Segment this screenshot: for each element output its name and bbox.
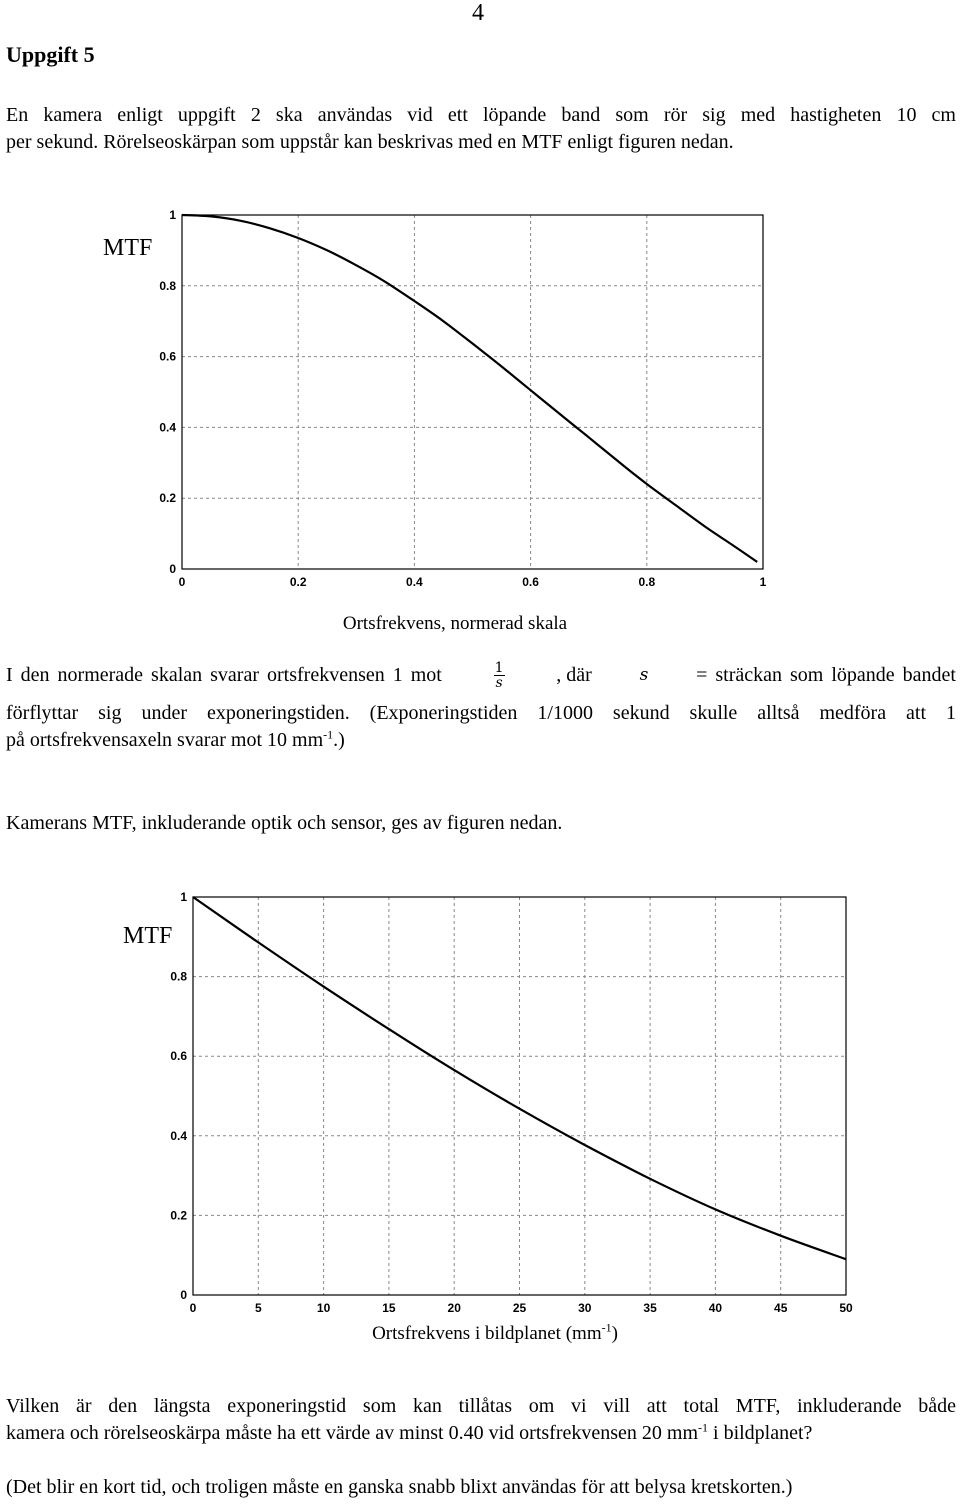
chart2-xtick-label: 45 xyxy=(774,1301,788,1315)
chart2-xtick-label: 35 xyxy=(643,1301,657,1315)
chart1-ytick-label: 0.4 xyxy=(159,420,176,435)
chart2-xlabel-text: Ortsfrekvens i bildplanet (mm xyxy=(372,1323,602,1344)
chart1-grid xyxy=(182,215,763,569)
chart1-xtick-label: 0.8 xyxy=(638,575,656,589)
fraction-denominator: s xyxy=(495,674,503,691)
para2-line-3 xyxy=(6,727,956,754)
chart1-ytick-label: 1 xyxy=(169,208,176,222)
task-heading: Uppgift 5 xyxy=(6,42,95,67)
chart1-ytick-label: 0.8 xyxy=(159,278,176,293)
chart2-ytick-label: 0.4 xyxy=(170,1128,187,1143)
chart2-ytick-label: 1 xyxy=(180,890,187,904)
chart2-xtick-label: 20 xyxy=(447,1301,461,1315)
chart1-xtick-label: 0 xyxy=(178,575,186,589)
chart1-xtick-label: 0.2 xyxy=(289,575,307,589)
page-number: 4 xyxy=(472,0,484,26)
chart2-xlabel-end: ) xyxy=(611,1323,618,1344)
intro-line-1: En kamera enligt uppgift 2 ska användas vid ett löpande band som rör sig med hastigheten 10 cm xyxy=(6,104,956,126)
chart1-xtick-label: 0.4 xyxy=(406,575,423,589)
chart1-ylabel: MTF xyxy=(103,235,153,261)
fraction-numerator: 1 xyxy=(494,659,504,676)
chart1-tick-labels xyxy=(159,208,766,589)
chart2-xtick-label: 25 xyxy=(512,1301,527,1315)
chart2-xlabel-sup: -1 xyxy=(601,1320,612,1335)
variable-s: s xyxy=(639,664,649,685)
chart2-xtick-label: 0 xyxy=(189,1301,197,1315)
chart2-xtick-label: 40 xyxy=(708,1301,723,1315)
chart1-ytick-label: 0.6 xyxy=(159,349,176,364)
question-line-2-sup: -1 xyxy=(698,1420,709,1435)
chart2-xtick-label: 30 xyxy=(578,1301,592,1315)
para2-line-3-sup: -1 xyxy=(323,727,334,742)
para2-line-1 xyxy=(6,655,956,695)
question-line-1: Vilken är den längsta exponeringstid som kan tillåtas om vi vill att total MTF, inkluderande både xyxy=(6,1395,956,1417)
fraction-one-over-s xyxy=(494,661,505,690)
chart2-ylabel: MTF xyxy=(123,923,173,949)
chart1-ytick-label: 0 xyxy=(169,562,176,576)
chart2-ytick-label: 0 xyxy=(180,1288,187,1302)
chart1-xlabel: Ortsfrekvens, normerad skala xyxy=(342,613,568,634)
chart1-plot-frame xyxy=(182,215,763,569)
camera-mtf-chart xyxy=(0,875,960,1315)
chart2-grid xyxy=(193,897,846,1295)
para2-text-b: , där xyxy=(556,663,592,686)
chart2-xtick-label: 15 xyxy=(382,1301,396,1315)
chart2-ytick-label: 0.2 xyxy=(170,1208,187,1223)
chart2-xlabel xyxy=(0,1320,960,1345)
chart1-mtf-line xyxy=(182,215,757,562)
para2-line-3-text: på ortsfrekvensaxeln svarar mot 10 mm xyxy=(6,729,324,751)
chart2-tick-labels xyxy=(170,890,853,1315)
chart2-xtick-label: 5 xyxy=(254,1301,262,1315)
para3: Kamerans MTF, inkluderande optik och sensor, ges av figuren nedan. xyxy=(6,812,563,834)
question-line-2-text: kamera och rörelseoskärpa måste ha ett värde av minst 0.40 vid ortsfrekvensen 20 mm xyxy=(6,1422,699,1444)
note-line: (Det blir en kort tid, och troligen måste en ganska snabb blixt användas för att belysa kretskorten.) xyxy=(6,1476,793,1498)
para2-line-3-end: .) xyxy=(333,729,345,751)
chart1-xtick-label: 1 xyxy=(759,575,767,589)
para2-text-a: I den normerade skalan svarar ortsfrekvensen 1 mot xyxy=(6,663,442,686)
chart1-xtick-label: 0.6 xyxy=(522,575,539,589)
chart2-ytick-label: 0.6 xyxy=(170,1049,187,1064)
chart1-ytick-label: 0.2 xyxy=(159,491,176,506)
chart2-ytick-label: 0.8 xyxy=(170,969,187,984)
para2-line-2: förflyttar sig under exponeringstiden. (Exponeringstiden 1/1000 sekund skulle alltså medföra att 1 xyxy=(6,702,956,724)
question-line-2-end: i bildplanet? xyxy=(708,1422,813,1444)
chart2-xtick-label: 10 xyxy=(316,1301,331,1315)
para2-text-c: = sträckan som löpande bandet xyxy=(696,663,956,686)
question-line-2 xyxy=(6,1420,956,1447)
intro-line-2: per sekund. Rörelseoskärpan som uppstår kan beskrivas med en MTF enligt figuren nedan. xyxy=(6,131,734,153)
chart2-xtick-label: 50 xyxy=(839,1301,853,1315)
motion-blur-mtf-chart xyxy=(0,180,960,610)
